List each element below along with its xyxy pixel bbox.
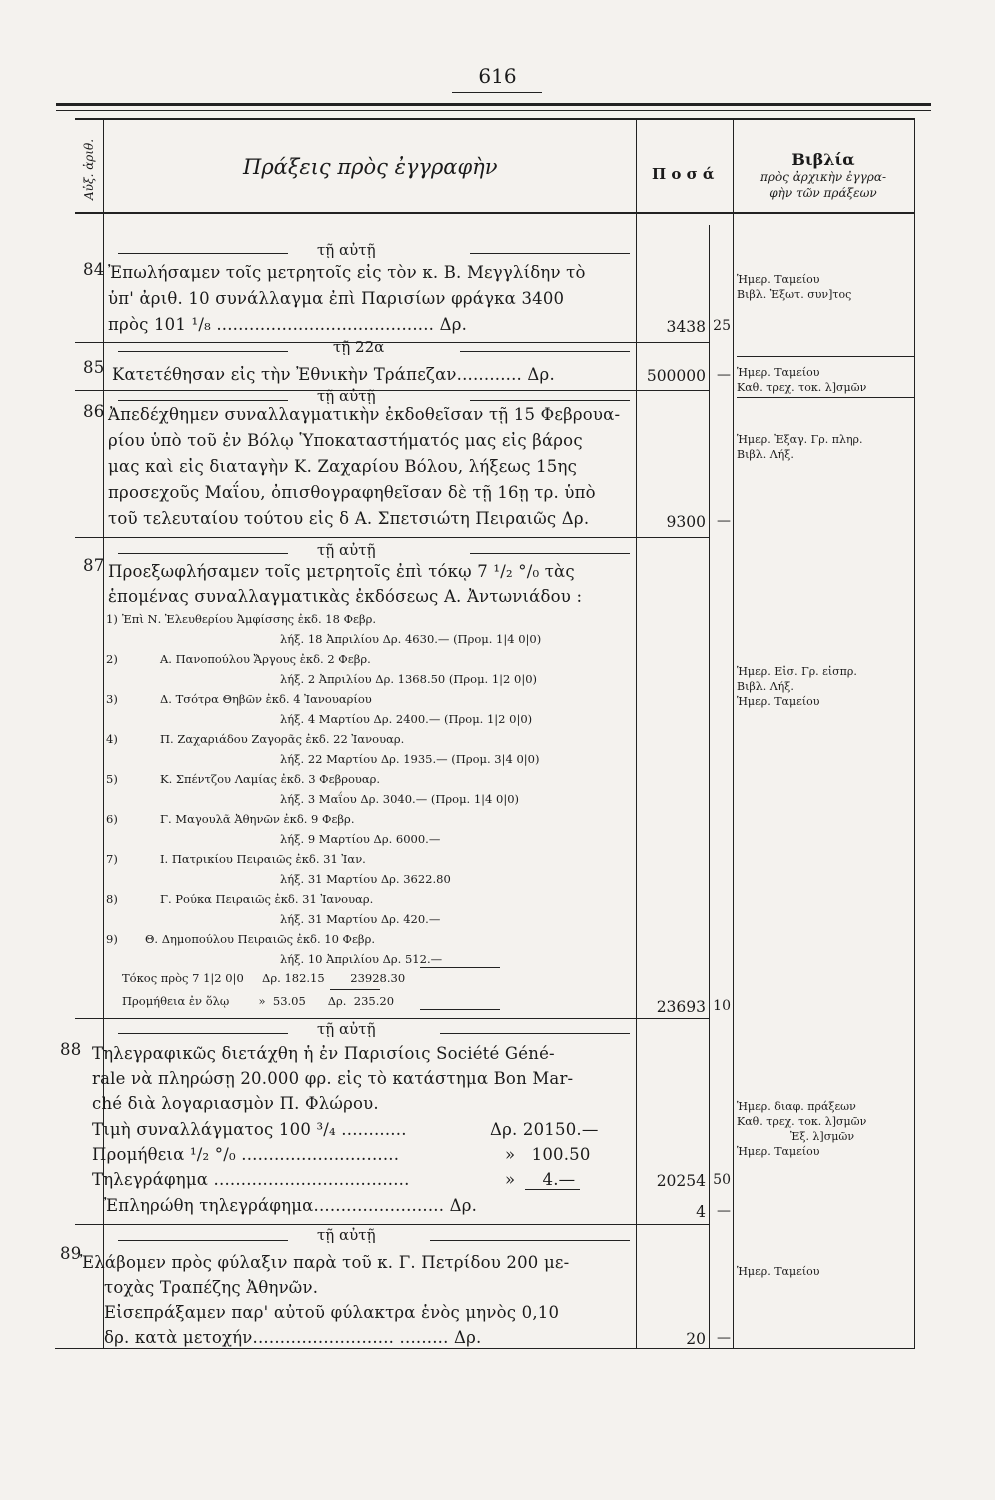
bill-4-line-1: Π. Ζαχαριάδου Ζαγορᾶς ἐκδ. 22 Ἰανουαρ. xyxy=(160,732,405,746)
entry-89-date: τῇ αὐτῇ xyxy=(317,1226,376,1244)
entry-86-book-1: Ἡμερ. Ἐξαγ. Γρ. πληρ. xyxy=(737,433,863,446)
entry-87-line-2: ἑπομένας συναλλαγματικὰς ἐκδόσεως Α. Ἀντωνιάδου : xyxy=(108,587,583,606)
bill-9-line-1: Θ. Δημοπούλου Πειραιῶς ἐκδ. 10 Φεβρ. xyxy=(145,932,375,946)
calc-line-3-value: » 4.— xyxy=(505,1170,576,1189)
amount-column-divider xyxy=(733,118,734,1348)
entry-separator xyxy=(75,390,710,391)
bill-4-line-2: λήξ. 22 Μαρτίου Δρ. 1935.— (Προμ. 3|4 0|0) xyxy=(280,752,540,766)
bill-1-line-1: Ἐπὶ Ν. Ἐλευθερίου Ἀμφίσσης ἐκδ. 18 Φεβρ. xyxy=(122,612,377,626)
books-column-header-line2: πρὸς ἀρχικὴν ἐγγρα- xyxy=(760,170,886,184)
date-rule-right xyxy=(470,553,630,554)
bill-5-number: 5) xyxy=(106,772,118,786)
entry-87-book-3: Ἡμερ. Ταμείου xyxy=(737,695,820,708)
entry-84-amount: 3438 xyxy=(666,318,706,336)
entry-89-line-4: δρ. κατὰ μετοχήν.......................... ......... Δρ. xyxy=(104,1328,482,1347)
books-column-header-title: Βιβλία xyxy=(791,150,855,169)
sum-rule xyxy=(420,1009,500,1010)
entry-87-book-1: Ἡμερ. Εἰσ. Γρ. εἰσπρ. xyxy=(737,665,857,678)
page-number: 616 xyxy=(478,64,517,88)
date-rule-left xyxy=(118,253,288,254)
entry-86-number: 86 xyxy=(83,402,105,421)
commission-line: Προμήθεια ἐν ὅλῳ » 53.05 Δρ. 235.20 xyxy=(122,994,395,1008)
entry-89-number: 89 xyxy=(60,1244,82,1263)
entry-88-amount: 20254 xyxy=(656,1172,706,1190)
entry-85-book-1: Ἡμερ. Ταμείου xyxy=(737,366,820,379)
entry-86-line-4: προσεχοῦς Μαΐου, ὀπισθογραφηθεῖσαν δὲ τῇ 16ῃ τρ. ὑπὸ xyxy=(108,483,596,502)
entry-84-cents: 25 xyxy=(713,318,731,334)
entry-86-date: τῇ αὐτῇ xyxy=(317,387,376,405)
actions-column-header: Πράξεις πρὸς ἐγγραφὴν xyxy=(243,155,498,179)
entry-86-line-5: τοῦ τελευταίου τούτου εἰς δ Α. Σπετσιώτη Πειραιῶς Δρ. xyxy=(108,509,590,528)
sum-rule xyxy=(330,989,380,990)
bill-2-number: 2) xyxy=(106,652,118,666)
bill-3-number: 3) xyxy=(106,692,118,706)
bill-3-line-1: Δ. Τσότρα Θηβῶν ἐκδ. 4 Ἰανουαρίου xyxy=(160,692,372,706)
entry-89-amount: 20 xyxy=(686,1330,706,1348)
bottom-rule xyxy=(55,1348,915,1349)
entry-separator xyxy=(75,1018,710,1019)
top-rule-thin xyxy=(56,110,931,111)
calc-line-2-value: » 100.50 xyxy=(505,1145,591,1164)
entry-89-book-1: Ἡμερ. Ταμείου xyxy=(737,1265,820,1278)
bill-7-line-1: Ι. Πατρικίου Πειραιῶς ἐκδ. 31 Ἰαν. xyxy=(160,852,366,866)
entry-85-date: τῇ 22α xyxy=(333,338,385,356)
entry-85-amount: 500000 xyxy=(646,367,706,385)
entry-88-paid-amount: 4 xyxy=(696,1203,706,1221)
entry-88-line-3: ché διὰ λογαριασμὸν Π. Φλώρου. xyxy=(92,1094,379,1113)
actions-column-divider xyxy=(636,118,637,1348)
entry-84-book-2: Βιβλ. Ἐξωτ. συν]τος xyxy=(737,288,852,301)
number-column-header: Αὐξ. ἀριθ. xyxy=(82,138,96,200)
entry-87-line-1: Προεξωφλήσαμεν τοῖς μετρητοῖς ἐπὶ τόκῳ 7 ¹/₂ °/₀ τὰς xyxy=(108,562,575,581)
bill-6-number: 6) xyxy=(106,812,118,826)
entry-87-book-2: Βιβλ. Λήξ. xyxy=(737,680,794,693)
books-column-header-line3: φὴν τῶν πράξεων xyxy=(769,186,877,200)
date-rule-right xyxy=(460,351,630,352)
amount-column-header: Π ο σ ά xyxy=(652,165,715,183)
entry-separator xyxy=(75,342,710,343)
entry-85-cents: — xyxy=(717,367,731,383)
entry-87-number: 87 xyxy=(83,556,105,575)
book-separator xyxy=(737,356,914,357)
entry-88-cents: 50 xyxy=(713,1172,731,1188)
entry-86-line-1: Ἀπεδέχθημεν συναλλαγματικὴν ἐκδοθεῖσαν τῇ 15 Φεβρουα- xyxy=(108,405,621,424)
bill-9-line-2: λήξ. 10 Ἀπριλίου Δρ. 512.— xyxy=(280,952,443,966)
page-number-rule xyxy=(452,92,542,93)
entry-88-number: 88 xyxy=(60,1040,82,1059)
date-rule-right xyxy=(470,400,630,401)
calc-line-3-label: Τηλεγράφημα .................................... xyxy=(92,1170,410,1189)
date-rule-right xyxy=(440,1033,630,1034)
entry-88-book-2: Καθ. τρεχ. τοκ. λ]σμῶν xyxy=(737,1115,867,1128)
date-rule-right xyxy=(470,253,630,254)
entry-85-number: 85 xyxy=(83,358,105,377)
book-separator xyxy=(737,397,914,398)
entry-separator xyxy=(75,1224,710,1225)
bill-6-line-1: Γ. Μαγουλᾶ Ἀθηνῶν ἐκδ. 9 Φεβρ. xyxy=(160,812,355,826)
entry-88-line-2: rale νὰ πληρώσῃ 20.000 φρ. εἰς τὸ κατάστημα Bon Mar- xyxy=(92,1069,574,1088)
entry-88-paid-line: Ἐπληρώθη τηλεγράφημα........................ Δρ. xyxy=(104,1196,478,1215)
header-bottom-rule xyxy=(75,212,915,214)
cents-column-divider xyxy=(709,225,710,1348)
calc-line-2-label: Προμήθεια ¹/₂ °/₀ ............................. xyxy=(92,1145,400,1164)
entry-88-paid-cents: — xyxy=(717,1203,731,1219)
bill-7-line-2: λήξ. 31 Μαρτίου Δρ. 3622.80 xyxy=(280,872,451,886)
top-rule xyxy=(56,103,931,106)
calc-line-1-label: Τιμὴ συναλλάγματος 100 ³/₄ ............ xyxy=(92,1120,407,1139)
bill-2-line-2: λήξ. 2 Ἀπριλίου Δρ. 1368.50 (Προμ. 1|2 0|0) xyxy=(280,672,538,686)
bill-2-line-1: Α. Πανοπούλου Ἄργους ἐκδ. 2 Φεβρ. xyxy=(160,652,371,666)
date-rule-left xyxy=(118,1033,288,1034)
entry-86-amount: 9300 xyxy=(666,513,706,531)
entry-87-amount: 23693 xyxy=(656,998,706,1016)
interest-line: Τόκος πρὸς 7 1|2 0|0 Δρ. 182.15 23928.30 xyxy=(122,971,406,985)
entry-87-date: τῇ αὐτῇ xyxy=(317,541,376,559)
bill-8-number: 8) xyxy=(106,892,118,906)
bill-1-line-2: λήξ. 18 Ἀπριλίου Δρ. 4630.— (Προμ. 1|4 0|0) xyxy=(280,632,542,646)
entry-85-book-2: Καθ. τρεχ. τοκ. λ]σμῶν xyxy=(737,381,867,394)
entry-84-line-1: Ἐπωλήσαμεν τοῖς μετρητοῖς εἰς τὸν κ. Β. Μεγγλίδην τὸ xyxy=(108,263,586,282)
date-rule-left xyxy=(118,351,288,352)
header-top-rule xyxy=(75,118,915,120)
entry-88-book-1: Ἡμερ. διαφ. πράξεων xyxy=(737,1100,856,1113)
bill-4-number: 4) xyxy=(106,732,118,746)
entry-84-line-3: πρὸς 101 ¹/₈ ........................................ Δρ. xyxy=(108,315,468,334)
bill-5-line-2: λήξ. 3 Μαΐου Δρ. 3040.— (Προμ. 1|4 0|0) xyxy=(280,792,520,806)
entry-88-date: τῇ αὐτῇ xyxy=(317,1020,376,1038)
bill-8-line-2: λήξ. 31 Μαρτίου Δρ. 420.— xyxy=(280,912,441,926)
entry-89-line-1: Ἐλάβομεν πρὸς φύλαξιν παρὰ τοῦ κ. Γ. Πετρίδου 200 με- xyxy=(80,1253,570,1272)
entry-separator xyxy=(75,537,710,538)
entry-89-line-3: Εἰσεπράξαμεν παρ' αὐτοῦ φύλακτρα ἑνὸς μηνὸς 0,10 xyxy=(104,1303,560,1322)
entry-84-line-2: ὑπ' ἀριθ. 10 συνάλλαγμα ἐπὶ Παρισίων φράγκα 3400 xyxy=(108,289,565,308)
books-column-right-border xyxy=(914,118,915,1348)
sum-rule xyxy=(420,967,500,968)
entry-87-cents: 10 xyxy=(713,998,731,1014)
entry-86-book-2: Βιβλ. Λήξ. xyxy=(737,448,794,461)
calc-line-1-value: Δρ. 20150.— xyxy=(490,1120,599,1139)
bill-3-line-2: λήξ. 4 Μαρτίου Δρ. 2400.— (Προμ. 1|2 0|0) xyxy=(280,712,533,726)
entry-89-line-2: τοχὰς Τραπέζης Ἀθηνῶν. xyxy=(104,1278,319,1297)
bill-5-line-1: Κ. Σπέντζου Λαμίας ἐκδ. 3 Φεβρουαρ. xyxy=(160,772,381,786)
date-rule-left xyxy=(118,1240,288,1241)
entry-88-book-4: Ἡμερ. Ταμείου xyxy=(737,1145,820,1158)
date-rule-left xyxy=(118,400,288,401)
entry-84-book-1: Ἡμερ. Ταμείου xyxy=(737,273,820,286)
date-rule-left xyxy=(118,553,288,554)
bill-8-line-1: Γ. Ρούκα Πειραιῶς ἐκδ. 31 Ἰανουαρ. xyxy=(160,892,374,906)
bill-1-number: 1) xyxy=(106,612,118,626)
entry-88-book-3: Ἐξ. λ]σμῶν xyxy=(790,1130,855,1143)
sum-rule xyxy=(525,1189,580,1190)
bill-6-line-2: λήξ. 9 Μαρτίου Δρ. 6000.— xyxy=(280,832,441,846)
entry-86-line-3: μας καὶ εἰς διαταγὴν Κ. Ζαχαρίου Βόλου, λήξεως 15ης xyxy=(108,457,578,476)
entry-86-cents: — xyxy=(717,513,731,529)
entry-89-cents: — xyxy=(717,1330,731,1346)
bill-7-number: 7) xyxy=(106,852,118,866)
date-rule-right xyxy=(430,1240,630,1241)
entry-84-number: 84 xyxy=(83,260,105,279)
entry-85-line-1: Κατετέθησαν εἰς τὴν Ἐθνικὴν Τράπεζαν............ Δρ. xyxy=(112,365,555,384)
entry-86-line-2: ρίου ὑπὸ τοῦ ἐν Βόλῳ Ὑποκαταστήματός μας εἰς βάρος xyxy=(108,431,583,450)
entry-88-line-1: Τηλεγραφικῶς διετάχθη ἡ ἐν Παρισίοις Société Géné- xyxy=(92,1044,555,1063)
bill-9-number: 9) xyxy=(106,932,118,946)
entry-84-date: τῇ αὐτῇ xyxy=(317,241,376,259)
